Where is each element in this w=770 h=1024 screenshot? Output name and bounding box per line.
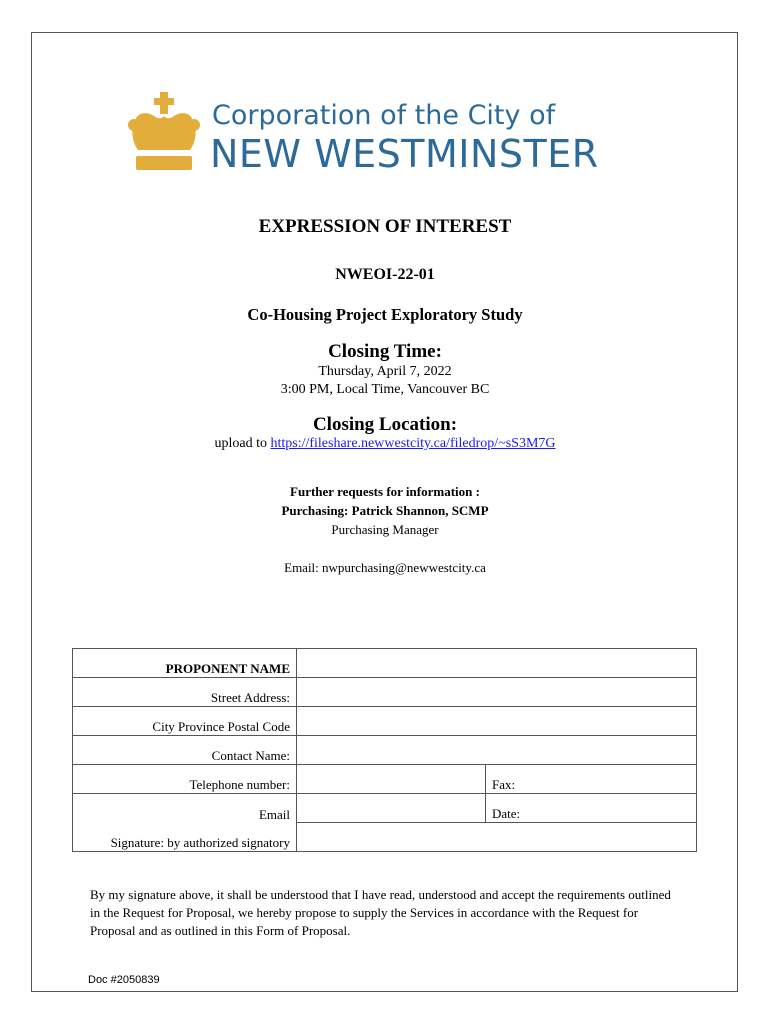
proponent-name-field[interactable] xyxy=(297,649,697,678)
upload-link[interactable]: https://fileshare.newwestcity.ca/filedrop/~sS3M7G xyxy=(270,436,556,451)
doc-number: Doc #2050839 xyxy=(88,974,160,986)
proponent-form xyxy=(72,648,697,852)
street-address-label: Street Address: xyxy=(73,678,297,707)
date-label: Date: xyxy=(492,806,521,821)
form-row-email xyxy=(73,794,697,823)
closing-time-heading: Closing Time: xyxy=(328,341,442,362)
form-row-contact-name xyxy=(73,736,697,765)
contact-name-field[interactable] xyxy=(297,736,697,765)
closing-date: Thursday, April 7, 2022 xyxy=(318,364,452,379)
telephone-field[interactable] xyxy=(297,765,486,794)
closing-location-heading: Closing Location: xyxy=(312,414,458,435)
form-row-city xyxy=(73,707,697,736)
form-row-proponent-name xyxy=(73,649,697,678)
logo-line-1: Corporation of the City of xyxy=(212,100,556,131)
city-label: City Province Postal Code xyxy=(73,707,297,736)
further-info-heading: Further requests for information : xyxy=(290,484,480,499)
fax-field[interactable] xyxy=(486,765,697,794)
signature-label: Signature: by authorized signatory xyxy=(73,823,297,852)
project-title: Co-Housing Project Exploratory Study xyxy=(247,305,523,324)
city-field[interactable] xyxy=(297,707,697,736)
form-row-telephone xyxy=(73,765,697,794)
fax-label: Fax: xyxy=(492,777,516,792)
street-address-field[interactable] xyxy=(297,678,697,707)
upload-line xyxy=(0,436,770,452)
agreement-text: By my signature above, it shall be understood that I have read, understood and accept the requirements outlined in the Request for Proposal, we hereby propose to supply the Services in accordance with the Request for Proposal and as outlined in this Form of Proposal. xyxy=(90,887,671,938)
proponent-name-label: PROPONENT NAME xyxy=(73,649,297,678)
signature-field[interactable] xyxy=(297,823,697,852)
reference-number: NWEOI-22-01 xyxy=(335,266,435,283)
email-label: Email xyxy=(73,794,297,823)
form-row-street-address xyxy=(73,678,697,707)
date-field[interactable] xyxy=(486,794,697,823)
upload-prefix: upload to xyxy=(214,436,271,451)
contact-email: Email: nwpurchasing@newwestcity.ca xyxy=(284,560,486,575)
contact-name-label: Contact Name: xyxy=(73,736,297,765)
document-title: EXPRESSION OF INTEREST xyxy=(258,216,512,237)
purchasing-contact: Purchasing: Patrick Shannon, SCMP xyxy=(281,503,489,518)
logo-line-2: NEW WESTMINSTER xyxy=(210,132,599,176)
closing-time: 3:00 PM, Local Time, Vancouver BC xyxy=(280,382,490,397)
contact-title: Purchasing Manager xyxy=(331,522,439,537)
form-row-signature xyxy=(73,823,697,852)
email-field[interactable] xyxy=(297,794,486,823)
telephone-label: Telephone number: xyxy=(73,765,297,794)
city-logo xyxy=(128,92,608,182)
crown-icon xyxy=(128,92,200,174)
